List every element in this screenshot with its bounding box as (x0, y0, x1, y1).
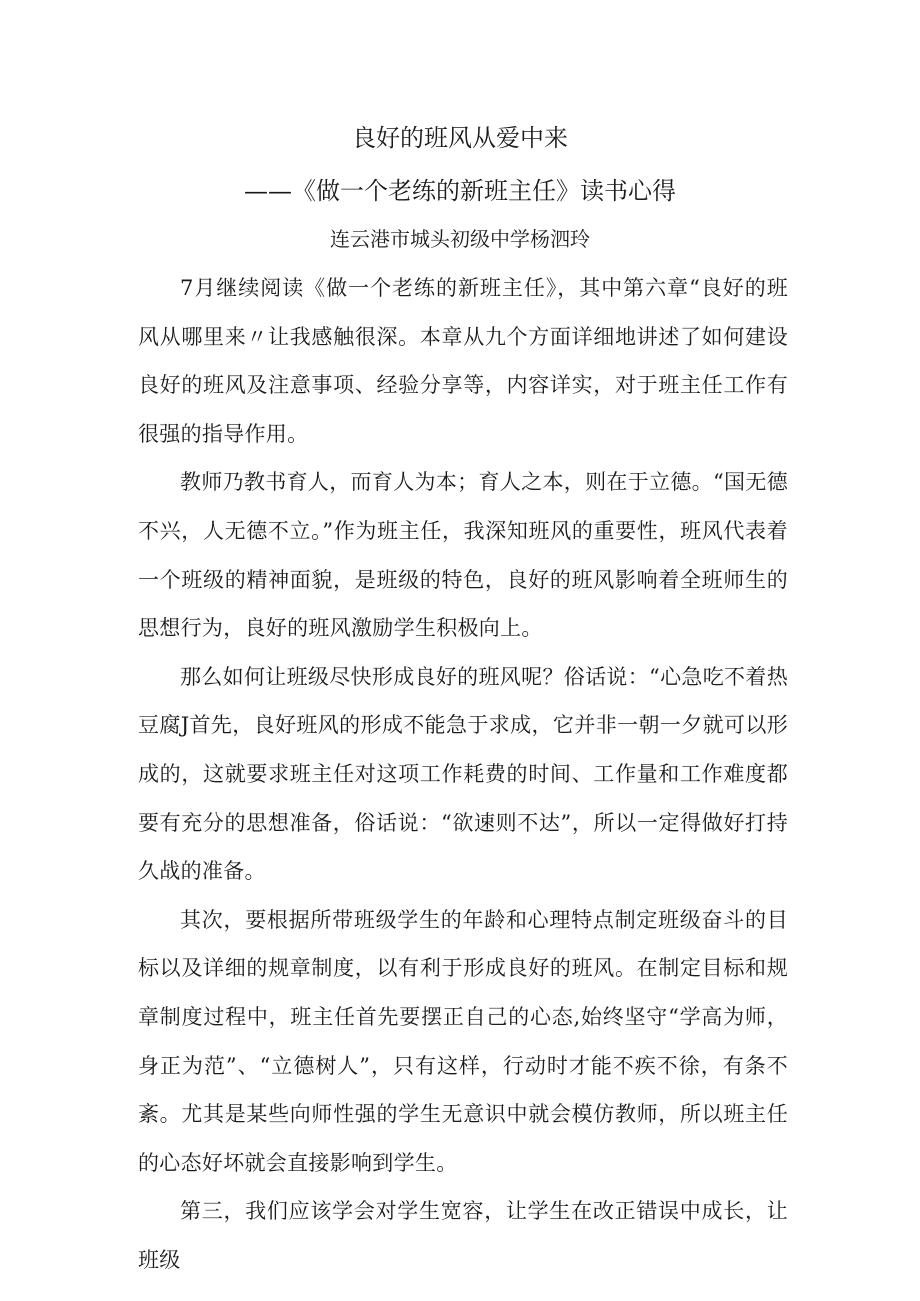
document-title: 良好的班风从爱中来 (352, 124, 568, 152)
paragraph-3: 那么如何让班级尽快形成良好的班风呢？俗话说：“心急吃不着热豆腐J首先，良好班风的形成不能急于求成，它并非一朝一夕就可以形成的，这就要求班主任对这项工作耗费的时间、工作量和工作难度都要有充分的思想准备，俗话说：“欲速则不达”，所以一定得做好打持久战的准备。 (138, 664, 788, 884)
paragraph-4: 其次，要根据所带班级学生的年龄和心理特点制定班级奋斗的目标以及详细的规章制度，以有利于形成良好的班风。在制定目标和规章制度过程中，班主任首先要摆正自己的心态,始终坚守“学高为师，身正为范”、“立德树人”，只有这样，行动时才能不疾不徐，有条不紊。尤其是某些向师性强的学生无意识中就会模仿教师，所以班主任的心态好坏就会直接影响到学生。 (138, 907, 788, 1175)
document-author: 连云港市城头初级中学杨泗玲 (330, 227, 590, 251)
paragraph-2: 教师乃教书育人，而育人为本；育人之本，则在于立德。“国无德不兴，人无德不立。”作为班主任，我深知班风的重要性，班风代表着一个班级的精神面貌，是班级的特色，良好的班风影响着全班师生的思想行为，良好的班风激励学生积极向上。 (138, 470, 788, 641)
paragraph-5: 第三，我们应该学会对学生宽容，让学生在改正错误中成长，让班级 (138, 1199, 788, 1272)
document-body (138, 264, 788, 1284)
document-subtitle: ——《做一个老练的新班主任》读书心得 (244, 177, 676, 205)
paragraph-1: 7月继续阅读《做一个老练的新班主任》，其中第六章“良好的班风从哪里来〃让我感触很深。本章从九个方面详细地讲述了如何建设良好的班风及注意事项、经验分享等，内容详实，对于班主任工作有很强的指导作用。 (138, 276, 788, 446)
